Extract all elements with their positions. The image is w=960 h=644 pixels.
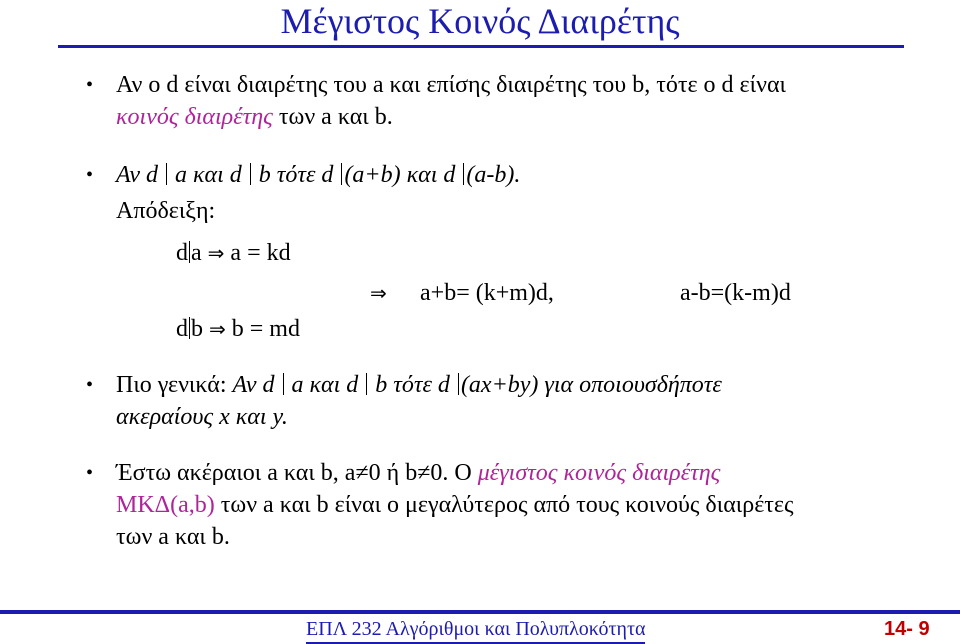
footer-course: ΕΠΛ 232 Αλγόριθμοι και Πολυπλοκότητα	[306, 616, 645, 644]
proof-line-2: d b ⇒ b = md	[176, 316, 300, 342]
title-underline	[58, 45, 904, 48]
term-common-divisor: κοινός διαιρέτης	[116, 104, 273, 130]
footer-rule	[0, 610, 960, 614]
bullet-3: •	[86, 374, 94, 396]
bullet-2: •	[86, 164, 94, 186]
bullet-4-line-1: Έστω ακέραιοι a και b, a≠0 ή b≠0. O μέγιστος κοινός διαιρέτης	[116, 460, 721, 486]
implies-icon: ⇒	[209, 317, 226, 341]
bullet-1-line-1: Αν o d είναι διαιρέτης του a και επίσης διαιρέτης του b, τότε o d είναι	[116, 72, 786, 98]
bullet-1-rest: των a και b.	[272, 104, 393, 130]
slide-title: Μέγιστος Κοινός Διαιρέτης	[280, 1, 680, 41]
proof-sum: a+b= (k+m)d,	[420, 280, 554, 306]
proof-line-1: d a ⇒ a = kd	[176, 240, 291, 266]
bullet-4: •	[86, 462, 94, 484]
bullet-4-line-2: ΜΚΔ(a,b) των a και b είναι o μεγαλύτερος από τους κοινούς διαιρέτες	[116, 492, 794, 518]
bullet-1-line-2	[116, 102, 393, 132]
implies-icon: ⇒	[370, 281, 387, 305]
proof-implication	[370, 278, 387, 308]
bullet-4-line-3: των a και b.	[116, 524, 230, 550]
page-number: 14- 9	[884, 618, 930, 640]
proof-label: Απόδειξη:	[116, 198, 216, 224]
bullet-3-line-2: ακεραίους x και y.	[116, 404, 288, 430]
term-gcd: μέγιστος κοινός διαιρέτης	[477, 460, 721, 486]
bullet-3-line-1: Πιο γενικά: Αν d a και d b τότε d (ax+by) για οποιουσδήποτε	[116, 372, 722, 398]
bullet-1: •	[86, 74, 94, 96]
proof-difference: a-b=(k-m)d	[680, 280, 791, 306]
gcd-abbreviation: ΜΚΔ(a,b)	[116, 492, 215, 518]
implies-icon: ⇒	[207, 241, 225, 265]
bullet-2-text: Αν d a και d b τότε d (a+b) και d (a-b).	[116, 162, 521, 188]
